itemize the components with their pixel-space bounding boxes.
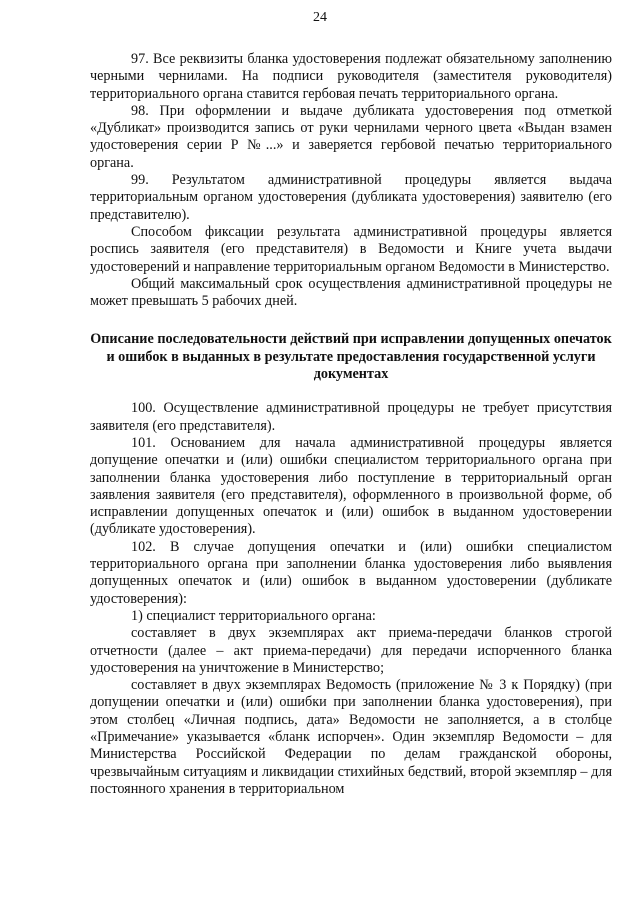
paragraph-fixation-method: Способом фиксации результата административной процедуры является роспись заявителя (его представителя) в Ведомости и Книге учета выдачи удостоверений и направление территориальным органом Ведомости в Министерство. bbox=[90, 223, 612, 275]
paragraph-98: 98. При оформлении и выдаче дубликата удостоверения под отметкой «Дубликат» производится запись от руки чернилами черного цвета «Выдан взамен удостоверения серии Р №...» и заверяется гербовой печатью территориального органа. bbox=[90, 102, 612, 171]
list-item-specialist: 1) специалист территориального органа: bbox=[131, 607, 376, 624]
section-spacer bbox=[90, 310, 612, 320]
document-body bbox=[90, 51, 612, 798]
section-heading: Описание последовательности действий при исправлении допущенных опечаток и ошибок в выданных в результате предоставления государственной услуги документах bbox=[90, 331, 612, 383]
paragraph-99: 99. Результатом административной процедуры является выдача территориальным органом удостоверения (дубликата удостоверения) заявителю (его представителю). bbox=[90, 172, 612, 223]
list-item-statement: составляет в двух экземплярах Ведомость (приложение № 3 к Порядку) (при допущении опечатки и (или) ошибки при заполнении бланка удостоверения), при этом столбец «Личная подпись, дата» Ведомости не заполняется, а в столбце «Примечание» указывается «бланк испорчен». Один экземпляр Ведомости – для Министерства Российской Федерации по делам гражданской обороны, чрезвычайным ситуациям и ликвидации стихийных бедствий, второй экземпляр – для постоянного хранения в территориальном bbox=[90, 677, 612, 797]
paragraph-100: 100. Осуществление административной процедуры не требует присутствия заявителя (его представителя). bbox=[90, 400, 612, 434]
list-item-act: составляет в двух экземплярах акт приема-передачи бланков строгой отчетности (далее – акт приема-передачи) для передачи испорченного бланка удостоверения на уничтожение в Министерство; bbox=[90, 625, 612, 676]
page-number: 24 bbox=[313, 10, 327, 25]
paragraph-101: 101. Основанием для начала административной процедуры является допущение опечатки и (или) ошибки специалистом территориального органа при заполнении бланка удостоверения либо поступление в территориальный орган заявления заявителя (его представителя), оформленного в произвольной форме, об исправлении допущенных опечаток и (или) ошибок в выданном удостоверении (дубликате удостоверения). bbox=[90, 434, 612, 538]
paragraph-102: 102. В случае допущения опечатки и (или) ошибки специалистом территориального органа при заполнении бланка удостоверения либо выявления допущенных опечаток и (или) ошибок в выданном удостоверении (дубликате удостоверения): bbox=[90, 538, 612, 607]
paragraph-max-duration: Общий максимальный срок осуществления административной процедуры не может превышать 5 рабочих дней. bbox=[90, 275, 612, 310]
paragraph-97: 97. Все реквизиты бланка удостоверения подлежат обязательному заполнению черными чернилами. На подписи руководителя (заместителя руководителя) территориального органа ставится гербовая печать территориального органа. bbox=[90, 51, 612, 102]
